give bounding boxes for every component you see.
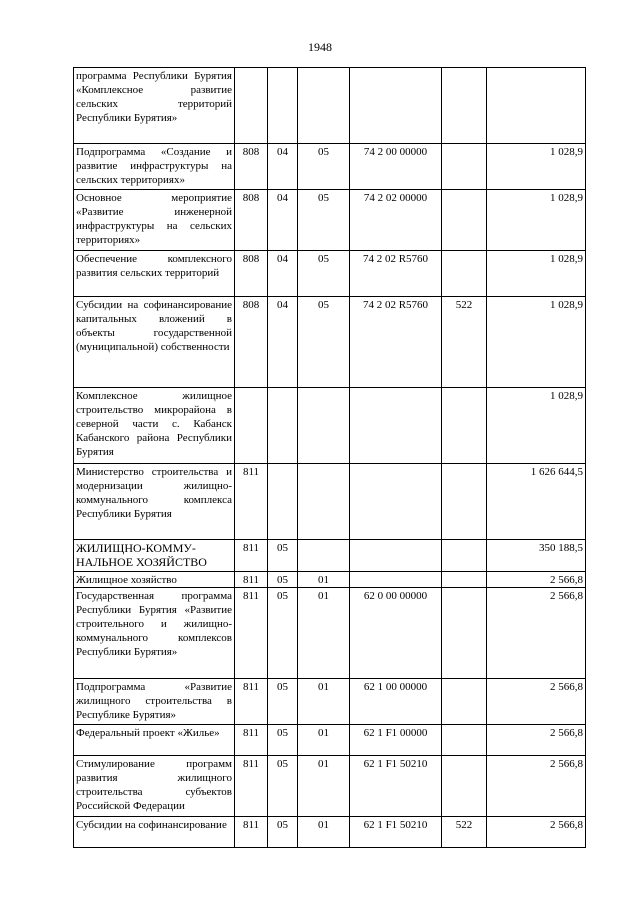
table-row [74,68,586,144]
row-rz: 04 [268,144,298,190]
row-rz [268,388,298,464]
row-vr [442,679,487,725]
row-rz: 05 [268,588,298,679]
row-csr: 74 2 02 R5760 [350,251,442,297]
table-row [74,251,586,297]
row-sum: 1 028,9 [487,190,586,251]
row-pr: 05 [298,297,350,388]
row-gr: 808 [235,251,268,297]
row-gr: 808 [235,190,268,251]
row-gr [235,68,268,144]
table-row [74,756,586,817]
row-csr [350,572,442,588]
row-vr [442,725,487,756]
row-pr [298,540,350,572]
row-csr: 62 1 F1 00000 [350,725,442,756]
row-gr: 811 [235,588,268,679]
row-pr [298,68,350,144]
row-sum: 350 188,5 [487,540,586,572]
row-pr [298,464,350,540]
row-rz: 05 [268,817,298,848]
row-vr: 522 [442,817,487,848]
row-name: Субсидии на софинансирование капитальных вложений в объекты государственной (муниципальной) собственности [74,297,235,388]
row-gr [235,388,268,464]
row-pr: 01 [298,725,350,756]
table-row [74,817,586,848]
row-csr [350,388,442,464]
row-rz: 04 [268,297,298,388]
row-rz [268,68,298,144]
row-gr: 808 [235,297,268,388]
row-rz: 05 [268,540,298,572]
row-name: Обеспечение комплексного развития сельских территорий [74,251,235,297]
table-row [74,297,586,388]
row-pr: 01 [298,679,350,725]
row-pr: 05 [298,251,350,297]
row-vr [442,572,487,588]
row-sum: 2 566,8 [487,679,586,725]
row-sum: 2 566,8 [487,588,586,679]
row-rz: 05 [268,572,298,588]
row-name: Комплексное жилищное строительство микрорайона в северной части с. Кабанск Кабанского района Республики Бурятия [74,388,235,464]
page-number: 1948 [308,40,332,54]
row-rz [268,464,298,540]
row-sum: 1 028,9 [487,388,586,464]
row-sum: 1 028,9 [487,297,586,388]
table-row [74,540,586,572]
row-vr [442,756,487,817]
row-gr: 811 [235,756,268,817]
row-vr [442,464,487,540]
row-pr: 01 [298,756,350,817]
row-sum: 2 566,8 [487,817,586,848]
row-name: Субсидии на софинансирование [74,817,235,848]
table-row [74,572,586,588]
table-row [74,144,586,190]
row-sum: 1 028,9 [487,144,586,190]
row-vr [442,68,487,144]
row-sum: 1 028,9 [487,251,586,297]
row-gr: 811 [235,572,268,588]
row-csr: 74 2 02 R5760 [350,297,442,388]
row-csr: 74 2 02 00000 [350,190,442,251]
table-row [74,725,586,756]
row-vr: 522 [442,297,487,388]
row-rz: 05 [268,725,298,756]
row-name: Федеральный проект «Жилье» [74,725,235,756]
row-vr [442,540,487,572]
row-gr: 811 [235,540,268,572]
row-gr: 811 [235,725,268,756]
row-pr [298,388,350,464]
row-vr [442,588,487,679]
row-sum: 2 566,8 [487,572,586,588]
row-csr: 62 0 00 00000 [350,588,442,679]
row-rz: 05 [268,679,298,725]
row-name: Жилищное хозяйство [74,572,235,588]
row-csr [350,464,442,540]
table-row [74,190,586,251]
row-vr [442,388,487,464]
row-gr: 811 [235,817,268,848]
row-name: программа Республики Бурятия «Комплексное развитие сельских территорий Республики Бурятия» [74,68,235,144]
row-name: Подпрограмма «Развитие жилищного строительства в Республике Бурятия» [74,679,235,725]
row-name: Основное мероприятие «Развитие инженерной инфраструктуры на сельских территориях» [74,190,235,251]
row-name: Министерство строительства и модернизации жилищно-коммунального комплекса Республики Бурятия [74,464,235,540]
row-rz: 05 [268,756,298,817]
table-row [74,388,586,464]
row-csr: 62 1 00 00000 [350,679,442,725]
row-gr: 811 [235,464,268,540]
row-sum: 1 626 644,5 [487,464,586,540]
row-gr: 808 [235,144,268,190]
row-csr [350,540,442,572]
row-csr [350,68,442,144]
row-sum: 2 566,8 [487,756,586,817]
row-gr: 811 [235,679,268,725]
budget-table [73,67,586,848]
row-name: Подпрограмма «Создание и развитие инфраструктуры на сельских территориях» [74,144,235,190]
row-csr: 62 1 F1 50210 [350,756,442,817]
row-pr: 01 [298,572,350,588]
row-pr: 01 [298,817,350,848]
row-name: ЖИЛИЩНО-КОММУ-НАЛЬНОЕ ХОЗЯЙСТВО [74,540,235,572]
row-vr [442,144,487,190]
row-rz: 04 [268,190,298,251]
row-vr [442,190,487,251]
row-csr: 62 1 F1 50210 [350,817,442,848]
row-pr: 05 [298,190,350,251]
table-row [74,679,586,725]
row-pr: 01 [298,588,350,679]
table-row [74,464,586,540]
row-rz: 04 [268,251,298,297]
row-vr [442,251,487,297]
row-pr: 05 [298,144,350,190]
row-sum: 2 566,8 [487,725,586,756]
row-name: Государственная программа Республики Бурятия «Развитие строительного и жилищно-коммунального комплексов Республики Бурятия» [74,588,235,679]
row-csr: 74 2 00 00000 [350,144,442,190]
row-name: Стимулирование программ развития жилищного строительства субъектов Российской Федерации [74,756,235,817]
row-sum [487,68,586,144]
table-row [74,588,586,679]
